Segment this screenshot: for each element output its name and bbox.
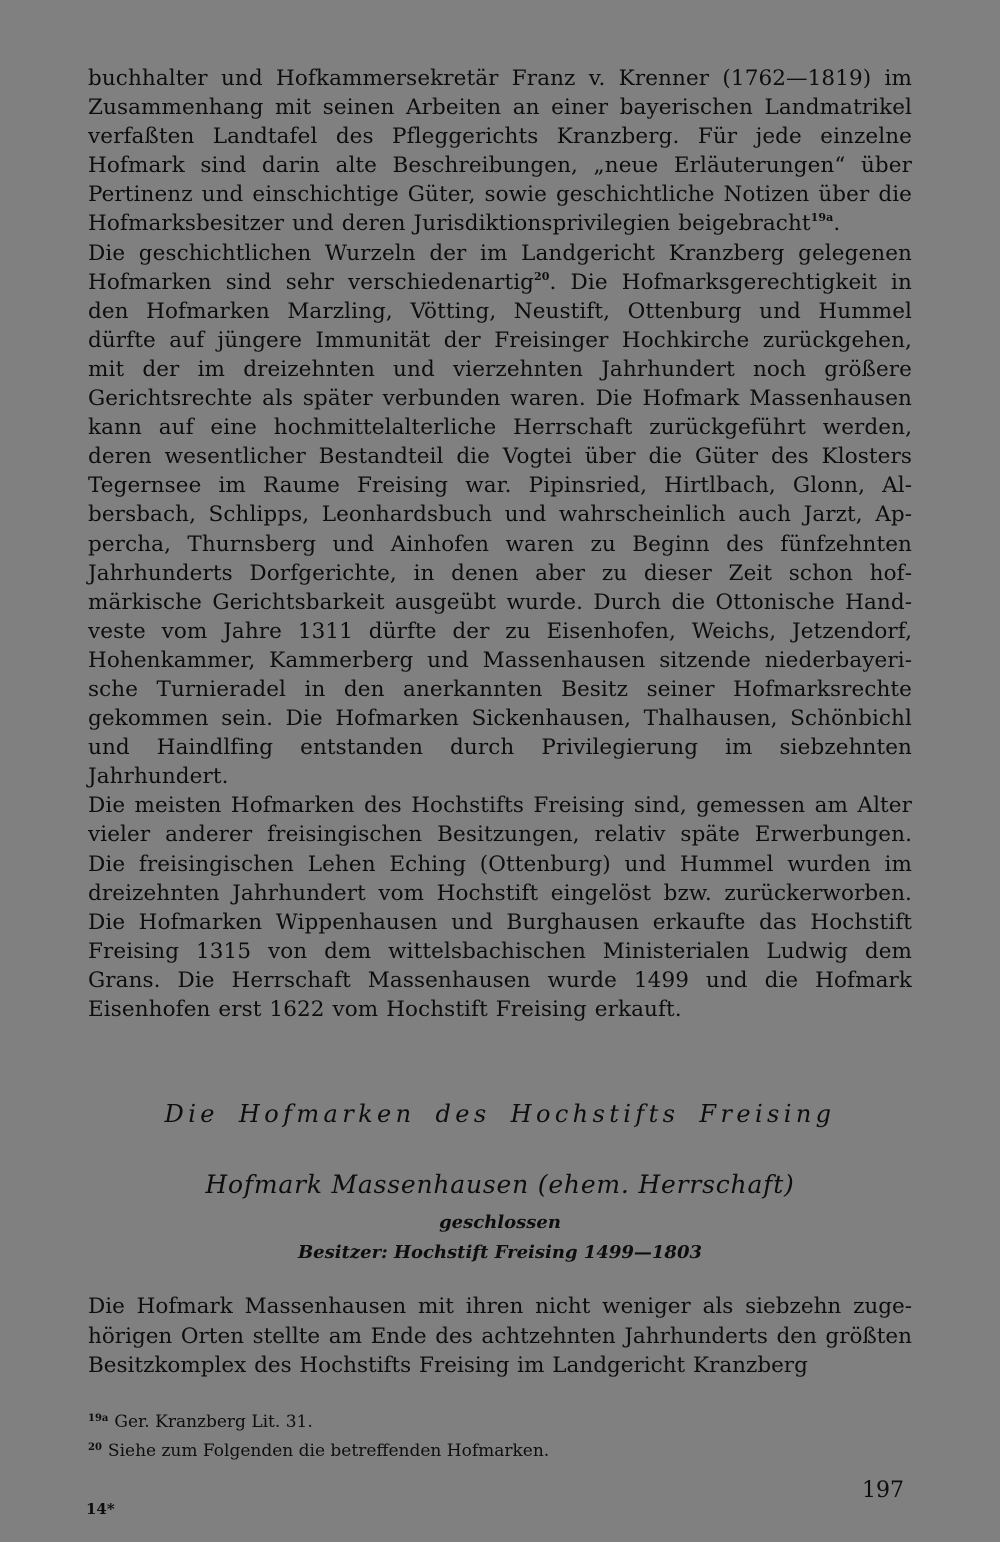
footnotes	[88, 1406, 912, 1464]
footnote	[88, 1435, 912, 1464]
paragraph-2	[88, 239, 912, 792]
page	[88, 64, 912, 1461]
footnote-mark: 19a	[88, 1413, 109, 1424]
main-text	[88, 64, 912, 1024]
section-intro: Die Hofmark Massenhausen mit ihren nicht weniger als siebzehn zugehörigen Orten stellte am Ende des achtzehnten Jahrhunderts den größten Besitzkomplex des Hochstifts Freising im Landgericht Kranzberg	[88, 1294, 912, 1378]
page-number: 197	[862, 1478, 904, 1503]
section-title: Die Hofmarken des Hochstifts Freising	[164, 1100, 836, 1128]
footnote	[88, 1406, 912, 1435]
paragraph-1-end: .	[833, 211, 841, 237]
footnote-ref-20: 20	[534, 269, 550, 283]
footnote-text: Ger. Kranzberg Lit. 31.	[114, 1412, 313, 1432]
printer-signature: 14*	[86, 1500, 115, 1518]
footnote-ref-19a: 19a	[810, 211, 834, 225]
section-subtitle: Hofmark Massenhausen (ehem. Herrschaft)	[205, 1170, 795, 1199]
paragraph-2-start: Die geschichtlichen Wurzeln der im Landgericht Kranzberg gelegenen Hofmarken sind sehr verschiedenartig	[88, 240, 912, 295]
footnote-mark: 20	[88, 1442, 102, 1453]
section-status: geschlossen	[439, 1212, 561, 1233]
paragraph-2-rest: . Die Hofmarksgerechtigkeit in den Hofmarken Marzling, Vötting, Neustift, Ottenburg und Hummel dürfte auf jüngere Immunität der Freisinger Hochkirche zurückgehen, mit der im dreizehnten und vierzehnten Jahrhundert noch größere Gerichtsrechte als später verbunden waren. Die Hofmark Massenhausen kann auf eine hochmittelalterliche Herrschaft zurückgeführt werden, deren wesentlicher Bestandteil die Vogtei über die Güter des Klosters Tegernsee im Raume Freising war. Pipinsried, Hirtlbach, Glonn, Albersbach, Schlipps, Leonhardsbuch und wahrscheinlich auch Jarzt, Appercha, Thurnsberg und Ainhofen waren zu Beginn des fünfzehnten Jahrhunderts Dorfgerichte, in denen aber zu dieser Zeit schon hofmärkische Gerichtsbarkeit ausgeübt wurde. Durch die Ottonische Handveste vom Jahre 1311 dürfte der zu Eisenhofen, Weichs, Jetzendorf, Hohenkammer, Kammerberg und Massenhausen sitzende niederbayerische Turnieradel in den anerkannten Besitz seiner Hofmarksrechte gekommen sein. Die Hofmarken Sickenhausen, Thalhausen, Schönbichl und Haindlfing entstanden durch Privilegierung im siebzehnten Jahrhundert.	[88, 269, 912, 790]
section-owner: Besitzer: Hochstift Freising 1499—1803	[297, 1242, 703, 1263]
paragraph-3: Die meisten Hofmarken des Hochstifts Freising sind, gemessen am Alter vieler anderer freisingischen Besitzungen, relativ späte Erwerbungen. Die freisingischen Lehen Eching (Ottenburg) und Hummel wurden im dreizehnten Jahrhundert vom Hochstift eingelöst bzw. zurückerworben. Die Hofmarken Wippenhausen und Burghausen erkaufte das Hochstift Freising 1315 von dem wittelsbachischen Ministerialen Ludwig dem Grans. Die Herrschaft Massenhausen wurde 1499 und die Hofmark Eisenhofen erst 1622 vom Hochstift Freising erkauft.	[88, 793, 912, 1022]
footnote-text: Siehe zum Folgenden die betreffenden Hofmarken.	[107, 1441, 550, 1461]
paragraph-1	[88, 64, 912, 239]
paragraph-1-text: buchhalter und Hofkammersekretär Franz v. Krenner (1762—1819) im Zusammenhang mit seinen Arbeiten an einer bayerischen Landmatrikel verfaßten Landtafel des Pfleggerichts Kranzberg. Für jede einzelne Hofmark sind darin alte Beschreibungen, „neue Erläuterungen“ über Pertinenz und einschichtige Güter, sowie geschichtliche Notizen über die Hofmarksbesitzer und deren Jurisdiktionsprivilegien beigebracht	[88, 66, 912, 237]
